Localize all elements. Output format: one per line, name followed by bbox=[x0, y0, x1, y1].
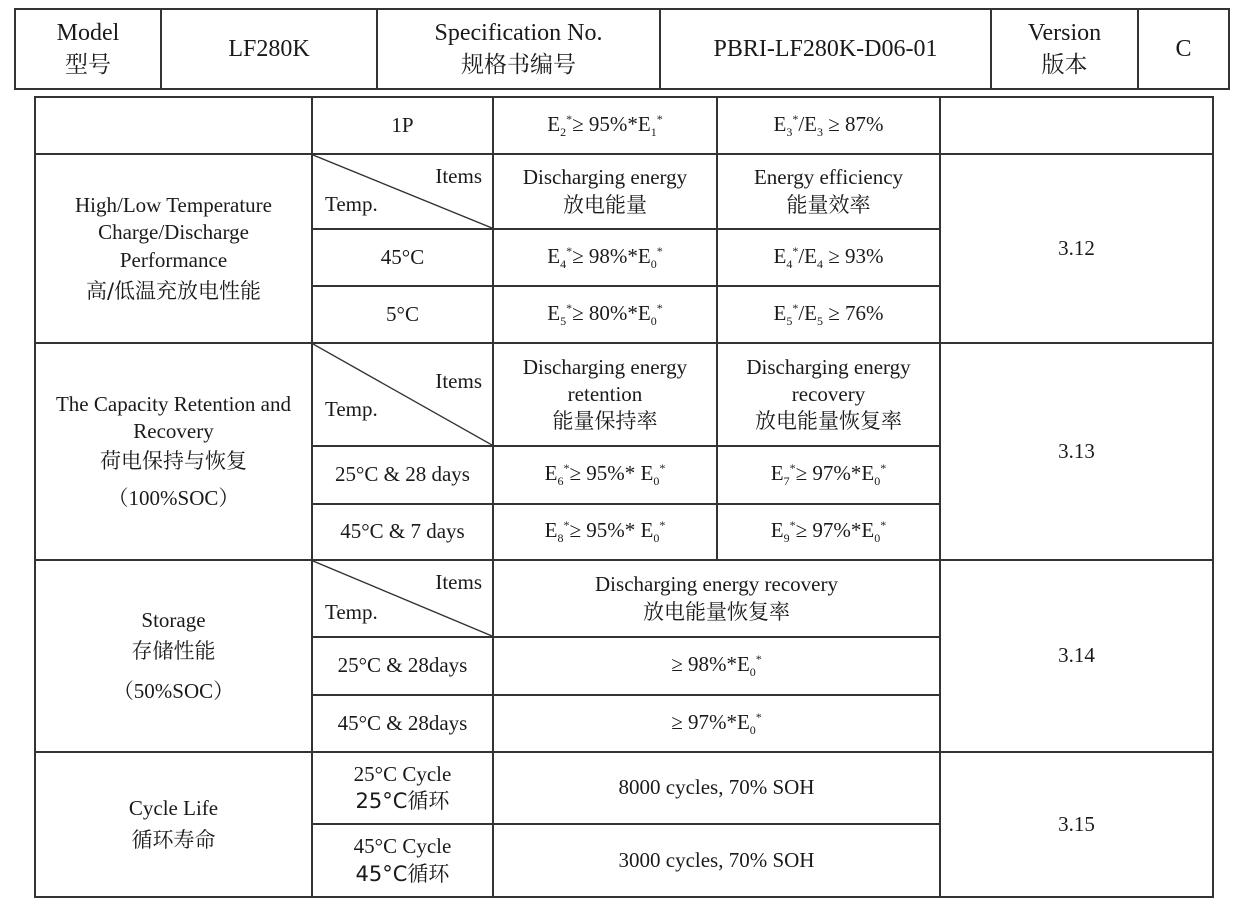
cell-5c-efficiency: $E_5^*/E_5 \ge 76\%$ bbox=[717, 286, 940, 343]
version-label-cn: 版本 bbox=[1041, 51, 1088, 78]
ref-3-15: 3.15 bbox=[940, 752, 1213, 897]
items-label: Items bbox=[435, 570, 482, 594]
cell-45c-cycle: 3000 cycles, 70% SOH bbox=[493, 824, 940, 897]
model-value bbox=[162, 10, 378, 88]
cell-45c-retention: $E_8^*\ge 95\%*$ $E_0^*$ bbox=[493, 504, 717, 560]
version-value-text: C bbox=[1175, 35, 1192, 62]
spec-label-en: Specification No. bbox=[434, 20, 603, 47]
table-row bbox=[35, 97, 1213, 154]
table-row bbox=[35, 154, 1213, 229]
section-storage-title: Storage 存储性能 （50%SOC） bbox=[35, 560, 312, 752]
section-cycle-title: Cycle Life 循环寿命 bbox=[35, 752, 312, 897]
diagonal-header-cell bbox=[312, 154, 493, 229]
section-retention-title: The Capacity Retention and Recovery 荷电保持与恢复 （100%SOC） bbox=[35, 343, 312, 560]
temp-label: Temp. bbox=[325, 599, 378, 624]
row-label-25c-28d: 25°C & 28 days bbox=[312, 446, 493, 504]
cell-1p-efficiency: $E_3^*/E_3 \ge 87\%$ bbox=[717, 97, 940, 154]
row-label-1p: 1P bbox=[312, 97, 493, 154]
cell-25c-retention: $E_6^*\ge 95\%*$ $E_0^*$ bbox=[493, 446, 717, 504]
header-storage-recovery: Discharging energy recovery 放电能量恢复率 bbox=[493, 560, 940, 637]
spec-label-cn: 规格书编号 bbox=[461, 51, 576, 78]
section-hilo-title: High/Low Temperature Charge/Discharge Performance 高/低温充放电性能 bbox=[35, 154, 312, 343]
model-label bbox=[16, 10, 162, 88]
spec-header bbox=[14, 8, 1230, 90]
version-value bbox=[1139, 10, 1228, 88]
empty-cell bbox=[35, 97, 312, 154]
row-label-45c-cycle: 45°C Cycle 45°C循环 bbox=[312, 824, 493, 897]
model-label-en: Model bbox=[56, 20, 120, 47]
table-row bbox=[35, 752, 1213, 824]
spec-label bbox=[378, 10, 661, 88]
ref-3-13: 3.13 bbox=[940, 343, 1213, 560]
spec-value-text: PBRI-LF280K-D06-01 bbox=[713, 35, 938, 62]
model-label-cn: 型号 bbox=[65, 51, 111, 78]
cell-storage-45c: ≥ $97\%*E_0^*$ bbox=[493, 695, 940, 752]
row-label-5c: 5°C bbox=[312, 286, 493, 343]
spec-value bbox=[661, 10, 992, 88]
version-label bbox=[992, 10, 1139, 88]
diagonal-header-cell bbox=[312, 560, 493, 637]
cell-25c-recovery: $E_7^*\ge 97\%*E_0^*$ bbox=[717, 446, 940, 504]
row-label-45c: 45°C bbox=[312, 229, 493, 286]
header-discharging-energy: Discharging energy 放电能量 bbox=[493, 154, 717, 229]
row-label-45c-7d: 45°C & 7 days bbox=[312, 504, 493, 560]
row-label-storage-45c: 45°C & 28days bbox=[312, 695, 493, 752]
ref-3-12: 3.12 bbox=[940, 154, 1213, 343]
table-row bbox=[35, 343, 1213, 446]
ref-3-14: 3.14 bbox=[940, 560, 1213, 752]
diagonal-header-cell bbox=[312, 343, 493, 446]
temp-label: Temp. bbox=[325, 396, 378, 421]
cell-45c-recovery: $E_9^*\ge 97\%*E_0^*$ bbox=[717, 504, 940, 560]
header-energy-efficiency: Energy efficiency 能量效率 bbox=[717, 154, 940, 229]
header-energy-retention: Discharging energy retention 能量保持率 bbox=[493, 343, 717, 446]
items-label: Items bbox=[435, 369, 482, 393]
items-label: Items bbox=[435, 164, 482, 188]
performance-table bbox=[34, 96, 1214, 898]
cell-storage-25c: ≥ $98\%*E_0^*$ bbox=[493, 637, 940, 695]
row-label-storage-25c: 25°C & 28days bbox=[312, 637, 493, 695]
cell-1p-energy: $E_2^*\ge 95\%*E_1^*$ bbox=[493, 97, 717, 154]
cell-5c-energy: $E_5^*\ge 80\%*E_0^*$ bbox=[493, 286, 717, 343]
temp-label: Temp. bbox=[325, 191, 378, 216]
model-value-text: LF280K bbox=[228, 35, 310, 62]
header-energy-recovery: Discharging energy recovery 放电能量恢复率 bbox=[717, 343, 940, 446]
cell-45c-energy: $E_4^*\ge 98\%*E_0^*$ bbox=[493, 229, 717, 286]
cell-45c-efficiency: $E_4^*/E_4 \ge 93\%$ bbox=[717, 229, 940, 286]
cell-25c-cycle: 8000 cycles, 70% SOH bbox=[493, 752, 940, 824]
row-label-25c-cycle: 25°C Cycle 25°C循环 bbox=[312, 752, 493, 824]
empty-cell bbox=[940, 97, 1213, 154]
version-label-en: Version bbox=[1027, 20, 1102, 47]
table-row bbox=[35, 560, 1213, 637]
